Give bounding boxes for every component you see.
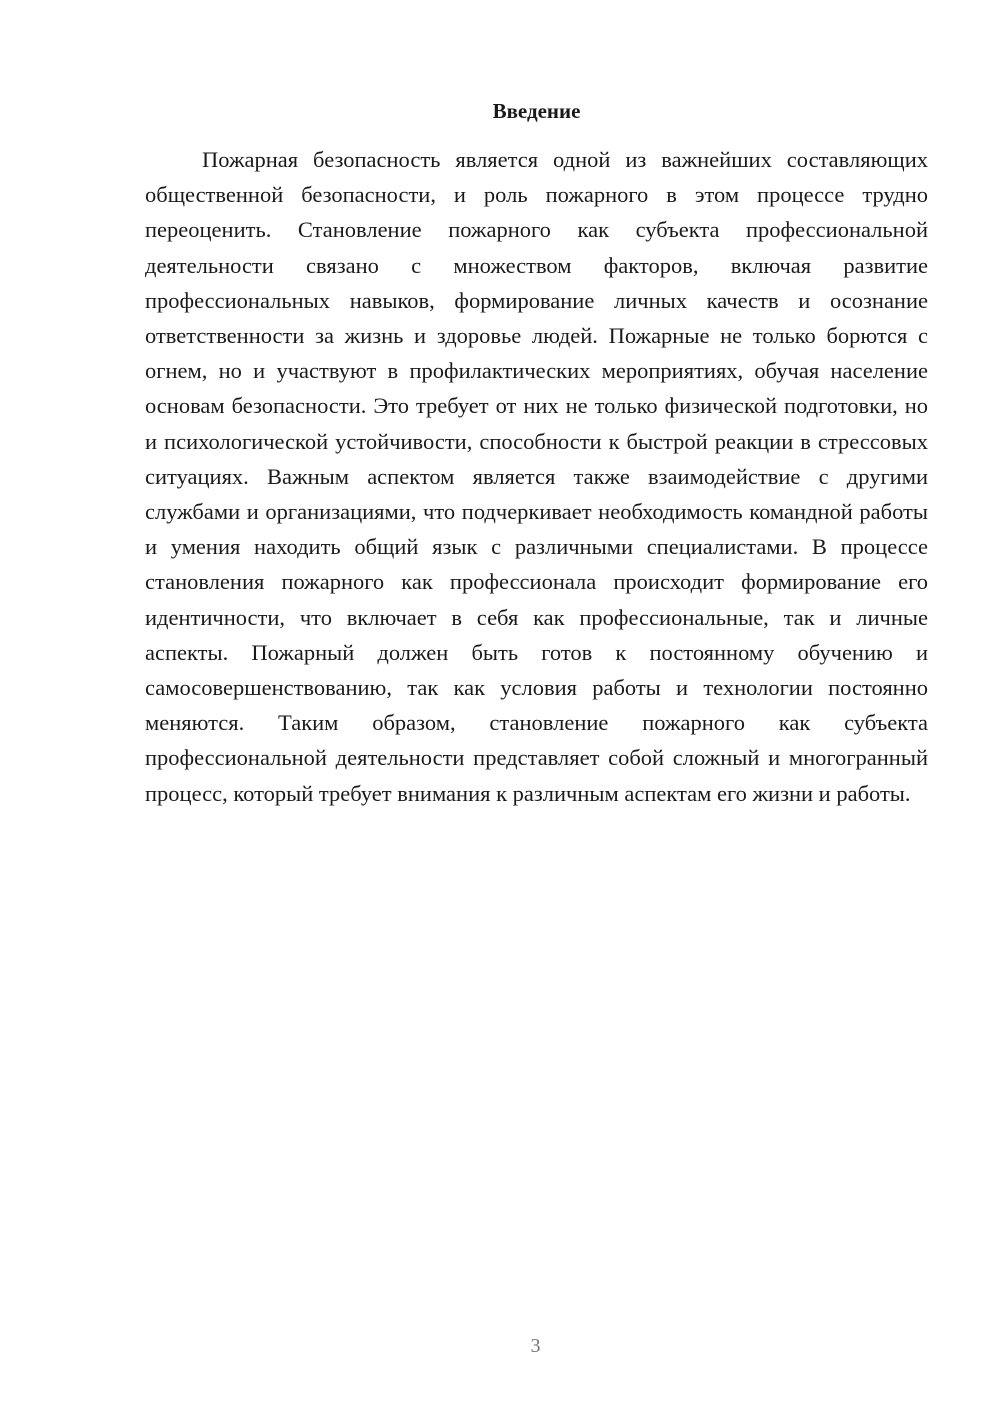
body-paragraph: Пожарная безопасность является одной из важнейших составляющих общественной безопасности, и роль пожарного в этом процессе трудно переоценить. Становление пожарного как субъекта профессиональной деятельности связано с множеством факторов, включая развитие профессиональных навыков, формирование личных качеств и осознание ответственности за жизнь и здоровье людей. Пожарные не только борются с огнем, но и участвуют в профилактических мероприятиях, обучая население основам безопасности. Это требует от них не только физической подготовки, но и психологической устойчивости, способности к быстрой реакции в стрессовых ситуациях. Важным аспектом является также взаимодействие с другими службами и организациями, что подчеркивает необходимость командной работы и умения находить общий язык с различными специалистами. В процессе становления пожарного как профессионала происходит формирование его идентичности, что включает в себя как профессиональные, так и личные аспекты. Пожарный должен быть готов к постоянному обучению и самосовершенствованию, так как условия работы и технологии постоянно меняются. Таким образом, становление пожарного как субъекта профессиональной деятельности представляет собой сложный и многогранный процесс, который требует внимания к различным аспектам его жизни и работы. [145, 147, 928, 806]
section-heading: Введение [492, 99, 581, 123]
page-number: 3 [530, 1335, 541, 1357]
